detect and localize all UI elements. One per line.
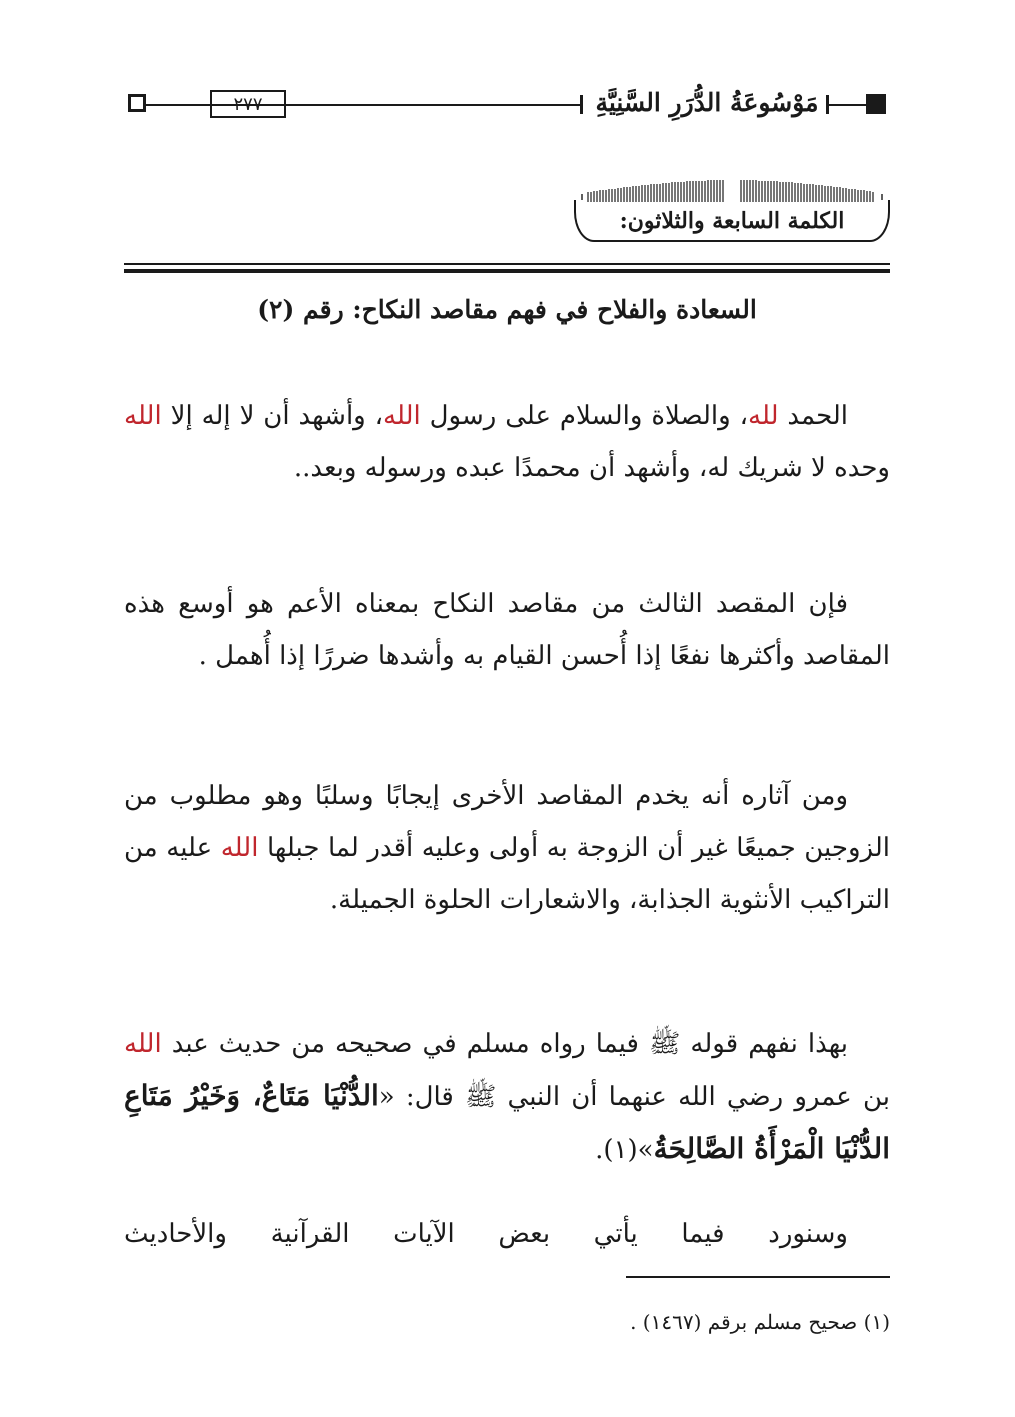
p4-hadith-quote: الدُّنْيَا مَتَاعٌ، وَخَيْرُ مَتَاعِ الدُّنْيَا الْمَرْأَةُ الصَّالِحَةُ (124, 1079, 890, 1165)
header-bar (580, 95, 583, 114)
p4-text-2: بن عمرو رضي الله عنهما أن النبي ﷺ قال: « (378, 1082, 890, 1112)
paragraph-4 (124, 1018, 890, 1176)
footnote-rule (626, 1276, 890, 1278)
header-rule-right (829, 104, 866, 106)
p3-text-1: ومن آثاره أنه يخدم المقاصد الأخرى إيجابًا وسلبًا وهو مطلوب من الزوجين جميعًا غير أن الزوجة به أولى وعليه أقدر لما جبلها (124, 781, 891, 863)
header-rule-middle (160, 104, 580, 106)
p1-text-1: الحمد (778, 401, 848, 431)
p4-text-1: بهذا نفهم قوله ﷺ فيما رواه مسلم في صحيحه من حديث عبد (161, 1029, 848, 1059)
p5-text: وسنورد فيما يأتي بعض الآيات القرآنية والأحاديث (124, 1219, 848, 1249)
paragraph-5 (124, 1208, 890, 1260)
series-title: مَوْسُوعَةُ الدُّرَرِ السَّنِيَّةِ (595, 88, 819, 117)
header-square-outline (128, 94, 146, 112)
banner-ornament (574, 156, 890, 206)
paragraph-2 (124, 578, 890, 682)
title-rule-thin (124, 263, 890, 265)
p3-divine-name: الله (220, 833, 259, 863)
p4-text-3: »(١). (595, 1135, 654, 1165)
p1-text-4: وحده لا شريك له، وأشهد أن محمدًا عبده ورسوله وبعد.. (293, 453, 890, 483)
p1-divine-name-1: لله (748, 401, 779, 431)
p1-text-3: ، وأشهد أن لا إله إلا (161, 401, 384, 431)
header-square-filled (866, 94, 886, 114)
p3-text-2: عليه من التراكيب الأنثوية الجذابة، والاشعارات الحلوة الجميلة. (124, 833, 890, 915)
footnote: (١) صحيح مسلم برقم (١٤٦٧) . (630, 1310, 890, 1334)
p2-text: فإن المقصد الثالث من مقاصد النكاح بمعناه الأعم هو أوسع هذه المقاصد وأكثرها نفعًا إذا أُحسن القيام به وأشدها ضررًا إذا أُهمل . (124, 589, 890, 671)
p4-divine-name: الله (124, 1029, 162, 1059)
section-label: الكلمة السابعة والثلاثون: (619, 208, 845, 234)
p1-divine-name-3: الله (124, 401, 162, 431)
p1-divine-name-2: الله (383, 401, 421, 431)
p1-text-2: ، والصلاة والسلام على رسول (420, 401, 749, 431)
article-title: السعادة والفلاح في فهم مقاصد النكاح: رقم (٢) (257, 295, 757, 324)
page-number: ٢٧٧ (210, 90, 286, 118)
paragraph-1 (124, 390, 890, 494)
paragraph-3 (124, 770, 890, 926)
title-rule-thick (124, 269, 890, 273)
